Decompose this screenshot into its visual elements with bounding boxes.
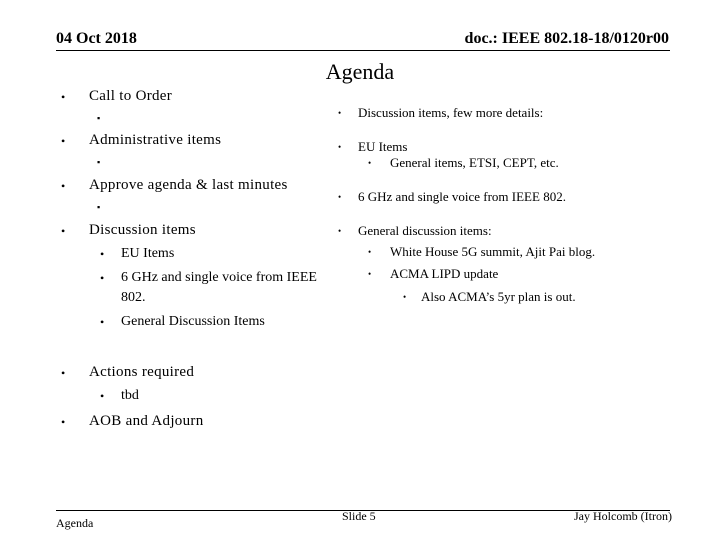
- agenda-item-discussion: Discussion items: [89, 222, 196, 238]
- sub-item-general-discussion: General Discussion Items: [121, 314, 265, 329]
- detail-6ghz: 6 GHz and single voice from IEEE 802.: [358, 189, 566, 204]
- header-date: 04 Oct 2018: [56, 30, 137, 47]
- slide-title: Agenda: [325, 59, 395, 84]
- footer-agenda: Agenda: [56, 516, 94, 530]
- detail-general-discussion: General discussion items:: [358, 223, 492, 238]
- sub-item-6ghz-cont: 802.: [121, 290, 146, 305]
- bullet-icon: •: [61, 415, 66, 429]
- bullet-icon: •: [61, 179, 66, 193]
- bullet-icon: •: [338, 108, 342, 118]
- footer-slide-number: Slide 5: [342, 509, 376, 523]
- bullet-icon: •: [338, 142, 342, 152]
- bullet-icon: •: [100, 389, 105, 403]
- bullet-icon: •: [368, 269, 372, 279]
- detail-eu-general: General items, ETSI, CEPT, etc.: [390, 155, 559, 170]
- detail-white-house: White House 5G summit, Ajit Pai blog.: [390, 244, 596, 259]
- bullet-icon: •: [100, 271, 105, 285]
- sub-bullet-icon: ▪: [97, 202, 101, 212]
- sub-item-6ghz: 6 GHz and single voice from IEEE: [121, 270, 317, 285]
- detail-acma-plan: Also ACMA’s 5yr plan is out.: [421, 289, 576, 304]
- bullet-icon: •: [338, 226, 342, 236]
- sub-bullet-icon: ▪: [97, 113, 101, 123]
- bullet-icon: •: [100, 315, 105, 329]
- agenda-item-aob-adjourn: AOB and Adjourn: [89, 413, 204, 429]
- bullet-icon: •: [61, 224, 66, 238]
- bullet-icon: •: [61, 134, 66, 148]
- sub-item-eu-items: EU Items: [121, 246, 175, 261]
- agenda-item-approve-agenda: Approve agenda & last minutes: [89, 177, 288, 193]
- agenda-item-call-to-order: Call to Order: [89, 88, 173, 104]
- bullet-icon: •: [61, 366, 66, 380]
- agenda-item-actions-required: Actions required: [89, 364, 195, 380]
- sub-bullet-icon: ▪: [97, 157, 101, 167]
- sub-item-tbd: tbd: [121, 388, 139, 403]
- header-doc-id: doc.: IEEE 802.18-18/0120r00: [464, 30, 669, 47]
- agenda-item-administrative: Administrative items: [89, 132, 222, 148]
- detail-acma-lipd: ACMA LIPD update: [390, 266, 499, 281]
- bullet-icon: •: [403, 292, 407, 302]
- bullet-icon: •: [368, 158, 372, 168]
- bullet-icon: •: [368, 247, 372, 257]
- header-rule: [56, 50, 670, 51]
- footer-author: Jay Holcomb (Itron): [574, 509, 672, 523]
- bullet-icon: •: [61, 90, 66, 104]
- detail-eu-items: EU Items: [358, 139, 408, 154]
- bullet-icon: •: [100, 247, 105, 261]
- bullet-icon: •: [338, 192, 342, 202]
- detail-heading: Discussion items, few more details:: [358, 105, 544, 120]
